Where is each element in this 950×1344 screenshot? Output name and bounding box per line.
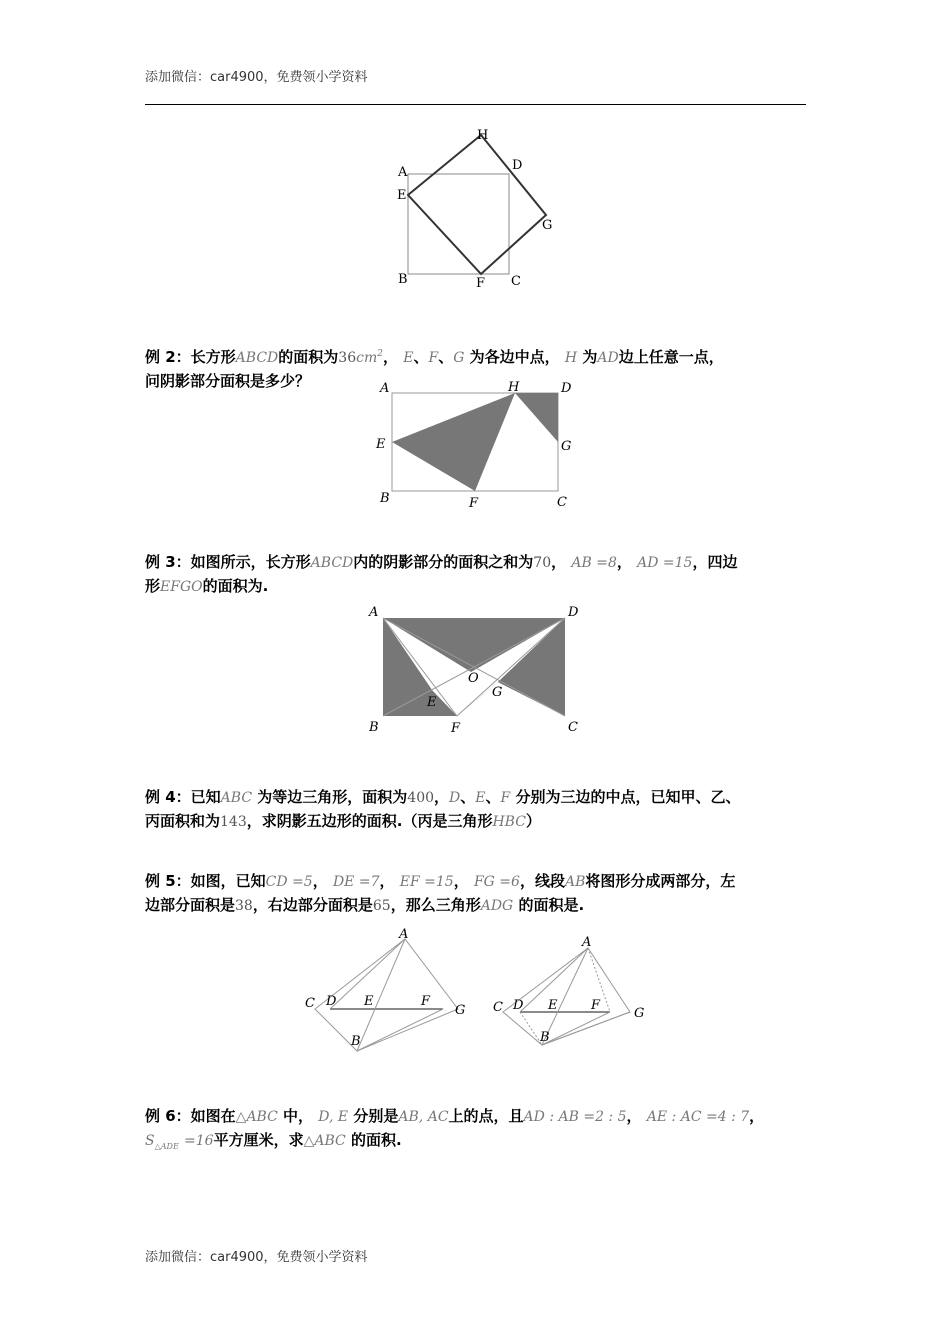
fig1-square [408, 135, 546, 274]
fig3-label-B: B [369, 720, 379, 735]
fig5R-line-DB-dashed [520, 1012, 542, 1045]
fig5R-label-B: B [540, 1030, 550, 1045]
fig1-label-A: A [398, 165, 408, 180]
fig5R-label-E: E [548, 998, 558, 1013]
figure-1-squares [390, 125, 560, 295]
fig1-label-H: H [477, 128, 489, 143]
figure-5-right [490, 932, 655, 1062]
fig1-label-B: B [398, 272, 408, 287]
example-5-text: 例 5：如图，已知CD =5， DE =7， EF =15， FG =6，线段AB将图形分成两部分，左 边部分面积是38，右边部分面积是65，那么三角形ADG 的面积是. [145, 872, 736, 914]
figure-2-rectangle [372, 378, 582, 513]
example-2-text: 例 2：长方形ABCD的面积为$36cm^2$， E、F、G 为各边中点， H 为AD边上任意一点， 问阴影部分面积是多少？ [145, 348, 724, 390]
fig3-label-C: C [568, 720, 578, 735]
fig5L-line-BF [357, 1009, 443, 1051]
fig2-label-D: D [561, 381, 572, 396]
fig1-label-E: E [397, 188, 407, 203]
fig5R-line-BF [542, 1012, 610, 1045]
fig2-label-F: F [469, 496, 479, 511]
fig2-label-E: E [376, 437, 386, 452]
fig3-label-F: F [451, 721, 461, 736]
fig5L-label-G: G [455, 1003, 466, 1018]
fig5R-label-F: F [591, 998, 601, 1013]
example-4-text: 例 4：已知ABC 为等边三角形，面积为400，D、E、F 分别为三边的中点，已知甲、乙、 丙面积和为143，求阴影五边形的面积.（丙是三角形HBC） [145, 788, 741, 830]
fig2-label-A: A [380, 381, 390, 396]
fig2-shaded-left [392, 393, 515, 491]
fig1-label-D: D [512, 158, 523, 173]
page-footer: 添加微信：car4900，免费领小学资料 [145, 1250, 368, 1265]
example-3-text: 例 3：如图所示，长方形ABCD内的阴影部分的面积之和为70， AB =8， AD =15，四边 形EFGO的面积为. [145, 553, 738, 595]
fig5L-label-D: D [326, 994, 337, 1009]
fig2-label-B: B [380, 491, 390, 506]
fig3-label-A: A [369, 605, 379, 620]
fig1-label-F: F [476, 276, 486, 291]
example-6-text: 例 6：如图在△ABC 中， D, E 分别是AB, AC上的点，且AD : AB =2 : 5， AE : AC =4 : 7， $S_{\triangle ADE} =16$平方厘米，求△ABC 的面积. [145, 1107, 765, 1151]
fig5L-label-C: C [305, 996, 315, 1011]
fig1-label-C: C [511, 274, 521, 289]
fig1-rectangle [408, 174, 509, 274]
fig3-label-D: D [568, 605, 579, 620]
fig2-label-C: C [557, 495, 567, 510]
fig2-shaded-right [515, 393, 558, 442]
fig5R-outline [503, 948, 630, 1045]
fig5R-label-A: A [582, 935, 592, 950]
header-rule [145, 104, 806, 105]
fig5R-label-G: G [634, 1006, 645, 1021]
fig3-label-G: G [492, 685, 503, 700]
fig1-label-G: G [542, 218, 553, 233]
fig3-label-E: E [427, 695, 437, 710]
page-header: 添加微信：car4900，免费领小学资料 [145, 70, 368, 85]
fig5L-label-F: F [421, 994, 431, 1009]
figure-5-left [300, 925, 475, 1055]
fig5L-label-A: A [399, 927, 409, 942]
fig2-label-G: G [561, 439, 572, 454]
fig5R-label-C: C [493, 1000, 503, 1015]
fig5L-label-E: E [364, 994, 374, 1009]
fig2-label-H: H [508, 380, 520, 395]
fig5L-label-B: B [351, 1034, 361, 1049]
fig5R-label-D: D [513, 998, 524, 1013]
figure-3-rectangle [365, 602, 590, 737]
fig3-label-O: O [468, 671, 479, 686]
